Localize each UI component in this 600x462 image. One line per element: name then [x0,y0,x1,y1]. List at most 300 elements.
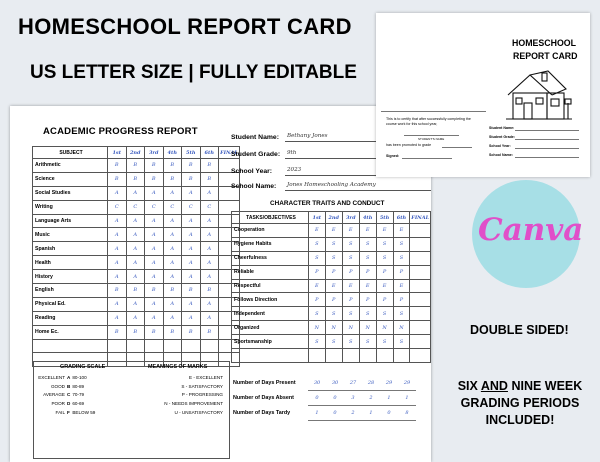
table-row [232,237,431,251]
grade-cell[interactable]: A [163,256,182,270]
grade-cell[interactable] [145,339,164,353]
grade-cell[interactable]: B [126,325,145,339]
row-label: Hygiene Habits [232,237,309,251]
house-icon [504,67,574,123]
grade-cell[interactable]: B [163,325,182,339]
grade-cell[interactable]: N [359,321,376,335]
grade-cell[interactable]: B [145,172,164,186]
column-header: 6th [393,212,410,224]
grade-cell[interactable]: A [126,242,145,256]
grade-cell[interactable] [308,349,325,363]
grade-cell[interactable]: A [145,311,164,325]
grade-cell[interactable]: S [359,237,376,251]
table-row [33,256,240,270]
grade-cell[interactable]: B [145,159,164,173]
table-row [33,339,240,353]
grade-cell[interactable]: A [108,270,127,284]
grade-cell[interactable]: E [308,224,325,238]
row-label: Spanish [33,242,108,256]
grade-cell[interactable]: N [376,321,393,335]
grade-cell[interactable]: N [342,321,359,335]
cover-field-student-name: Student Name: [489,126,515,130]
grade-cell[interactable]: B [182,325,201,339]
grade-cell[interactable]: E [325,224,342,238]
grade-cell[interactable]: S [393,237,410,251]
grade-cell[interactable] [410,335,431,349]
grade-cell[interactable]: B [145,284,164,298]
scale-letter: B [67,383,71,389]
row-label: Reliable [232,265,309,279]
school-name-label: School Name: [231,183,277,190]
grade-cell[interactable]: E [325,279,342,293]
row-label: Music [33,228,108,242]
attendance-row [232,391,416,406]
grade-cell[interactable]: A [126,256,145,270]
periods-line3: INCLUDED! [485,413,555,427]
table-header-row [33,147,240,159]
grade-cell[interactable]: C [163,200,182,214]
grade-cell[interactable]: C [108,200,127,214]
table-row [232,224,431,238]
row-label: Cheerfulness [232,251,309,265]
attendance-row [232,376,416,391]
grade-cell[interactable]: S [325,237,342,251]
table-row [33,228,240,242]
grade-cell[interactable]: A [200,256,219,270]
grade-cell[interactable]: B [200,159,219,173]
scale-letter: D [67,401,71,407]
grade-cell[interactable]: B [108,284,127,298]
grade-cell[interactable]: N [393,321,410,335]
grade-cell[interactable]: S [359,335,376,349]
grade-cell[interactable] [410,237,431,251]
meaning-text: U - UNSATISFACTORY [174,410,223,416]
attendance-row [232,406,416,421]
grade-cell[interactable]: C [145,200,164,214]
column-header: 1st [308,212,325,224]
grade-cell[interactable]: P [359,293,376,307]
row-label: Reading [33,311,108,325]
grade-cell[interactable]: A [200,297,219,311]
grading-scale-row [36,382,96,391]
grade-cell[interactable] [410,321,431,335]
grade-cell[interactable]: S [393,307,410,321]
grade-cell[interactable]: B [163,284,182,298]
grade-cell[interactable]: P [342,265,359,279]
grade-cell[interactable]: C [200,200,219,214]
meaning-row [160,408,224,417]
grade-cell[interactable]: S [308,237,325,251]
cover-field-school-name: School Name: [489,153,513,157]
student-name-label: Student Name: [231,134,279,141]
row-label: Writing [33,200,108,214]
grade-cell[interactable]: C [126,200,145,214]
grade-cell[interactable]: A [126,186,145,200]
grade-cell[interactable]: S [342,335,359,349]
row-label: Social Studies [33,186,108,200]
scale-letter: F [67,410,70,416]
grade-cell[interactable]: A [108,297,127,311]
column-header: 2nd [325,212,342,224]
column-header: FINAL [219,147,240,159]
grade-cell[interactable]: A [182,297,201,311]
table-row [232,349,431,363]
grade-cell[interactable]: S [393,251,410,265]
grade-cell[interactable]: A [182,214,201,228]
row-label: Cooperation [232,224,309,238]
character-traits-title: CHARACTER TRAITS AND CONDUCT [270,200,385,207]
grade-cell[interactable]: P [325,265,342,279]
scale-range: 70-79 [72,392,85,398]
column-header: 3rd [342,212,359,224]
grade-cell[interactable]: A [163,242,182,256]
grade-cell[interactable]: S [376,237,393,251]
scale-level: POOR [51,401,65,407]
grade-cell[interactable]: A [126,228,145,242]
school-name-field[interactable]: Jones Homeschooling Academy [285,182,431,191]
grade-cell[interactable]: B [200,284,219,298]
grade-cell[interactable]: A [108,228,127,242]
grade-cell[interactable]: P [325,293,342,307]
grade-cell[interactable]: P [342,293,359,307]
grade-cell[interactable]: A [200,311,219,325]
column-header: 4th [163,147,182,159]
grade-cell[interactable]: E [376,279,393,293]
attendance-label: Number of Days Present [233,380,296,387]
row-label [33,339,108,353]
scale-letter: C [67,392,71,398]
grade-cell[interactable]: A [163,228,182,242]
attendance-value[interactable]: 0 [380,406,398,421]
grade-cell[interactable]: E [393,224,410,238]
student-grade-label: Student Grade: [231,151,281,158]
attendance-value[interactable]: 3 [344,391,362,406]
grade-cell[interactable]: S [342,307,359,321]
grade-cell[interactable]: S [393,335,410,349]
cover-title-line2: REPORT CARD [513,51,578,61]
table-row [232,293,431,307]
grade-cell[interactable]: S [325,251,342,265]
scale-range: 80-89 [72,383,85,389]
row-label: Organized [232,321,309,335]
grade-cell[interactable]: A [182,228,201,242]
grade-cell[interactable]: E [308,279,325,293]
grade-cell[interactable]: S [359,251,376,265]
row-label [232,349,309,363]
grade-cell[interactable]: B [108,159,127,173]
grade-cell[interactable]: A [108,186,127,200]
grade-cell[interactable]: B [163,172,182,186]
row-label: Home Ec. [33,325,108,339]
grade-cell[interactable]: B [108,325,127,339]
headline-subtitle: US LETTER SIZE | FULLY EDITABLE [30,62,357,83]
student-grade-row [231,150,297,158]
scale-range: 60-69 [72,401,85,407]
row-label: Follows Direction [232,293,309,307]
scale-level: AVERAGE [43,392,65,398]
grade-cell[interactable]: E [342,224,359,238]
cover-title-line1: HOMESCHOOL [512,38,577,48]
row-label: Independent [232,307,309,321]
grade-cell[interactable]: A [126,214,145,228]
grade-cell[interactable]: B [182,159,201,173]
row-label: Respectful [232,279,309,293]
grade-cell[interactable]: B [182,284,201,298]
grade-cell[interactable]: A [163,270,182,284]
grade-cell[interactable] [376,349,393,363]
grade-cell[interactable]: A [200,242,219,256]
grade-cell[interactable]: C [182,200,201,214]
meaning-text: N - NEEDS IMPROVEMENT [164,401,223,407]
grade-cell[interactable]: S [325,307,342,321]
grade-cell[interactable]: B [108,172,127,186]
attendance-value[interactable]: 1 [380,391,398,406]
attendance-value[interactable]: 0 [326,406,344,421]
column-header: 5th [376,212,393,224]
grade-cell[interactable]: A [145,228,164,242]
grade-cell[interactable] [410,349,431,363]
column-header: 4th [359,212,376,224]
report-card-sheet [10,106,431,462]
student-grade-field[interactable]: 9th [285,150,431,159]
table-row [33,242,240,256]
attendance-value[interactable]: 28 [362,376,380,391]
grade-cell[interactable]: A [182,270,201,284]
grade-cell[interactable]: B [200,172,219,186]
grade-cell[interactable]: B [126,172,145,186]
column-header: 5th [182,147,201,159]
grade-cell[interactable]: A [182,311,201,325]
meaning-text: P - PROGRESSING [181,392,223,398]
grading-scale-table [36,373,96,417]
grade-cell[interactable]: A [182,256,201,270]
grade-cell[interactable]: A [163,311,182,325]
grade-cell[interactable]: P [359,265,376,279]
scale-level: FAIL [55,410,65,416]
attendance-value[interactable]: 2 [362,391,380,406]
grade-cell[interactable]: A [163,297,182,311]
periods-and: AND [480,379,508,393]
row-label: Health [33,256,108,270]
scale-level: GOOD [50,383,65,389]
attendance-value[interactable]: 1 [398,391,416,406]
table-row [33,270,240,284]
grade-cell[interactable]: S [308,307,325,321]
academic-title: ACADEMIC PROGRESS REPORT [43,126,198,137]
grade-cell[interactable]: E [342,279,359,293]
table-row [33,200,240,214]
grade-cell[interactable]: B [182,172,201,186]
grade-cell[interactable]: S [376,251,393,265]
table-row [33,186,240,200]
grade-cell[interactable]: A [200,270,219,284]
grade-cell[interactable]: S [308,251,325,265]
grade-cell[interactable]: B [145,325,164,339]
grading-scale-row [36,391,96,400]
grade-cell[interactable]: S [342,251,359,265]
periods-post: NINE WEEK [507,379,583,393]
table-row [33,214,240,228]
attendance-value[interactable]: 1 [362,406,380,421]
grade-cell[interactable]: A [126,311,145,325]
canva-logo: Canva [478,212,584,248]
grade-cell[interactable] [342,349,359,363]
grade-cell[interactable]: A [145,242,164,256]
meaning-row [160,399,224,408]
attendance-value[interactable]: 1 [308,406,326,421]
meaning-row [160,391,224,400]
grading-scale-row [36,408,96,417]
attendance-value[interactable]: 2 [344,406,362,421]
grade-cell[interactable]: A [145,186,164,200]
grade-cell[interactable]: S [376,335,393,349]
table-row [33,159,240,173]
grade-cell[interactable] [410,224,431,238]
grade-cell[interactable]: A [108,214,127,228]
grade-cell[interactable]: P [308,265,325,279]
column-header: TASKS/OBJECTIVES [232,212,309,224]
grade-cell[interactable]: A [200,228,219,242]
meaning-row [160,373,224,382]
grading-periods-label [442,378,598,429]
table-row [33,172,240,186]
grade-cell[interactable] [108,339,127,353]
grade-cell[interactable] [410,307,431,321]
grade-cell[interactable]: B [163,159,182,173]
headline-title: HOMESCHOOL REPORT CARD [18,14,352,39]
table-row [232,265,431,279]
table-row [33,311,240,325]
meaning-row [160,382,224,391]
grade-cell[interactable]: E [393,279,410,293]
table-row [33,325,240,339]
grade-cell[interactable]: B [126,159,145,173]
attendance-value[interactable]: 0 [326,391,344,406]
grading-scale-row [36,399,96,408]
attendance-value[interactable]: 29 [398,376,416,391]
grade-cell[interactable]: N [308,321,325,335]
grade-cell[interactable]: P [376,265,393,279]
table-row [232,279,431,293]
row-label: Language Arts [33,214,108,228]
grade-cell[interactable]: A [145,297,164,311]
table-row [232,307,431,321]
grade-cell[interactable]: A [108,311,127,325]
grade-cell[interactable] [182,339,201,353]
grade-cell[interactable]: E [376,224,393,238]
grade-cell[interactable] [410,251,431,265]
grade-cell[interactable] [410,265,431,279]
grade-cell[interactable] [393,349,410,363]
grade-cell[interactable]: P [376,293,393,307]
academic-grade-table [32,146,240,367]
grade-cell[interactable]: A [182,242,201,256]
grade-cell[interactable]: A [126,297,145,311]
cover-field-school-year: School Year: [489,144,511,148]
grade-cell[interactable]: S [359,307,376,321]
school-year-field[interactable]: 2023 [285,167,431,176]
table-row [232,251,431,265]
row-label: History [33,270,108,284]
grade-cell[interactable]: S [342,237,359,251]
grade-cell[interactable]: A [145,256,164,270]
table-row [33,297,240,311]
row-label: Arithmetic [33,159,108,173]
grade-cell[interactable]: A [163,186,182,200]
meaning-text: E - EXCELLENT [189,374,223,380]
grade-cell[interactable]: S [308,335,325,349]
grade-cell[interactable]: A [163,214,182,228]
double-sided-label: DOUBLE SIDED! [470,323,569,337]
attendance-value[interactable]: 8 [398,406,416,421]
grade-cell[interactable]: E [359,279,376,293]
attendance-value[interactable]: 0 [308,391,326,406]
grade-cell[interactable]: A [200,214,219,228]
periods-line2: GRADING PERIODS [460,396,580,410]
grade-cell[interactable]: P [393,265,410,279]
grade-cell[interactable]: N [325,321,342,335]
attendance-value[interactable]: 29 [380,376,398,391]
column-header: 3rd [145,147,164,159]
school-name-row [231,182,376,190]
student-name-field[interactable]: Bethany Jones [285,133,431,142]
table-row [232,335,431,349]
cover-certificate-text: This is to certify that after successfully completing the course work for this school year, [386,117,471,126]
grade-cell[interactable]: S [376,307,393,321]
grade-cell[interactable]: A [108,256,127,270]
grade-cell[interactable]: P [393,293,410,307]
grade-cell[interactable]: S [325,335,342,349]
grade-cell[interactable] [200,339,219,353]
grade-cell[interactable]: A [108,242,127,256]
table-header-row [232,212,431,224]
attendance-value[interactable]: 30 [326,376,344,391]
grade-cell[interactable] [410,279,431,293]
column-header: 6th [200,147,219,159]
grade-cell[interactable]: B [200,325,219,339]
column-header: 2nd [126,147,145,159]
grade-cell[interactable] [325,349,342,363]
scale-range: 80-100 [72,374,87,380]
grade-cell[interactable] [126,339,145,353]
attendance-value[interactable]: 30 [308,376,326,391]
row-label: Science [33,172,108,186]
cover-signed-label: Signed: [386,154,400,158]
meanings-title: MEANINGS OF MARKS [148,364,208,370]
student-name-row [231,133,328,141]
grade-cell[interactable]: A [182,186,201,200]
attendance-table [232,376,416,421]
grade-cell[interactable]: A [145,214,164,228]
grade-cell[interactable]: E [359,224,376,238]
grade-cell[interactable] [410,293,431,307]
row-label: Physical Ed. [33,297,108,311]
grade-cell[interactable] [359,349,376,363]
attendance-value[interactable]: 27 [344,376,362,391]
grade-cell[interactable]: A [200,186,219,200]
grade-cell[interactable]: B [126,284,145,298]
grade-cell[interactable]: A [145,270,164,284]
column-header: FINAL [410,212,431,224]
grading-scale-title: GRADING SCALE [60,364,106,370]
meanings-table [160,373,224,417]
cover-promoted-text: has been promoted to grade [386,143,432,147]
grade-cell[interactable]: P [308,293,325,307]
cover-field-student-grade: Student Grade: [489,135,515,139]
grade-cell[interactable] [163,339,182,353]
grade-cell[interactable]: A [126,270,145,284]
cover-student-caption: STUDENT'S NAME [418,137,445,141]
